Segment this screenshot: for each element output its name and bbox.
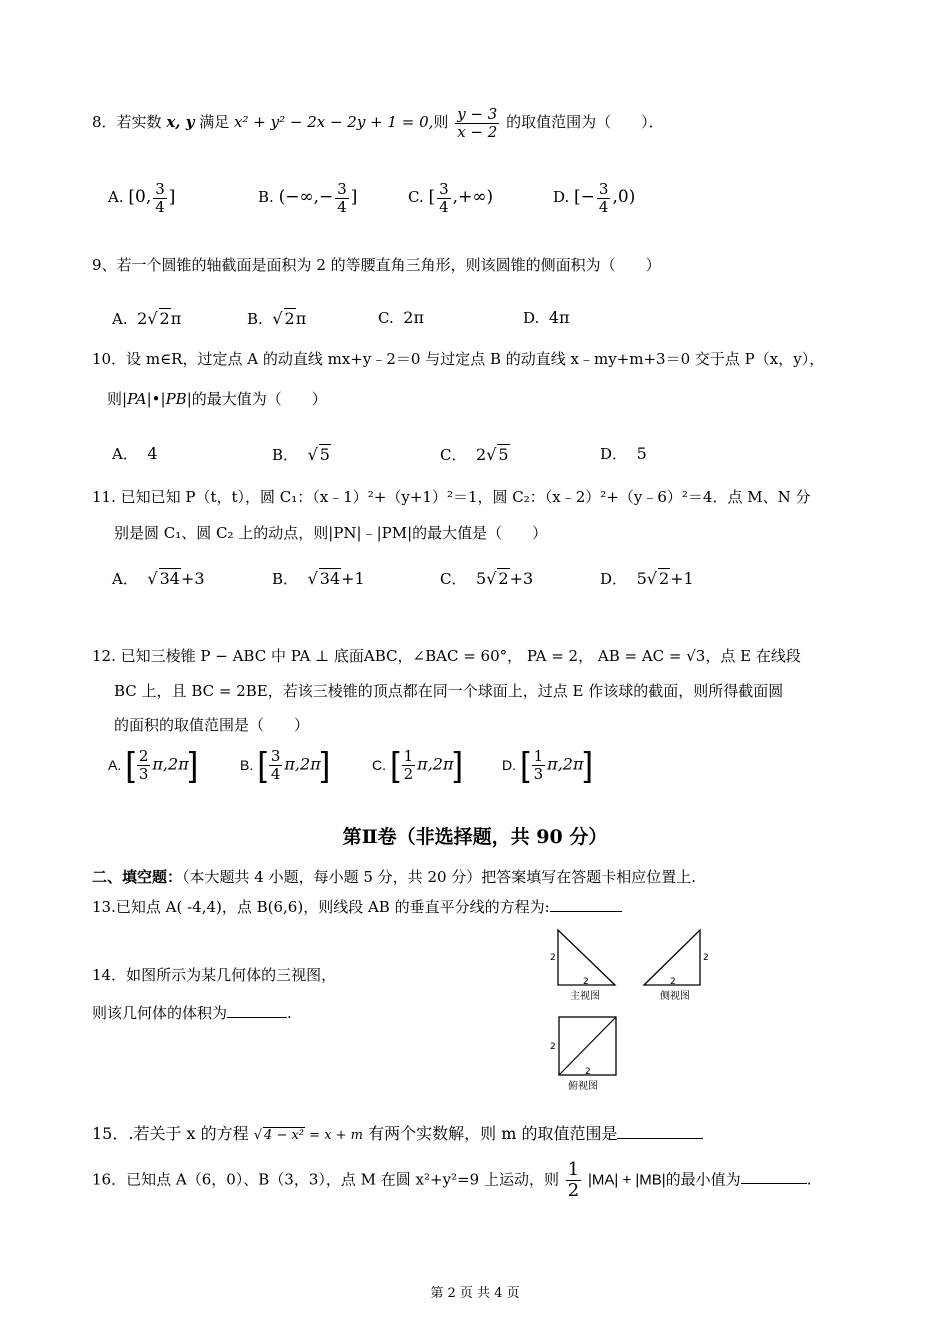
q12-option-1: A. [ $\frac{2}{3}$ π,2π] <box>108 746 199 784</box>
q9-option-2: B. √ 2π <box>247 309 307 328</box>
q16-answer-blank <box>741 1183 807 1184</box>
q9-option-3: C. 2π <box>378 308 424 327</box>
q14-answer-blank <box>227 1017 287 1018</box>
q8-line: 8．若实数 x, y 满足 x² + y² − 2x − 2y + 1 = 0,则 $\frac{y - 3}{x - 2}$ 的取值范围为（ ）． <box>92 105 664 141</box>
q9-option-4: D. 4π <box>523 308 570 327</box>
svg-text:2: 2 <box>550 1042 556 1052</box>
q10-line2: 则|PA|•|PB|的最大值为（ ） <box>107 390 327 408</box>
q9-text: 9、若一个圆锥的轴截面是面积为 2 的等腰直角三角形，则该圆锥的侧面积为（ ） <box>92 256 661 274</box>
page-footer: 第 2 页 共 4 页 <box>430 1286 520 1301</box>
q12-option-4: D. [ $\frac{1}{3}$ π,2π] <box>502 746 593 784</box>
q8-fraction: $\frac{y - 3}{x - 2}$ <box>457 105 498 141</box>
q13-answer-blank <box>550 911 622 912</box>
q14-line2: 则该几何体的体积为 . <box>92 1004 292 1022</box>
svg-text:侧视图: 侧视图 <box>660 991 690 1002</box>
q10-option-4: D． 5 <box>600 444 647 463</box>
q8-option-d: D. [− $\frac{3}{4}$ ,0) <box>553 180 636 216</box>
svg-text:2: 2 <box>585 1067 591 1077</box>
svg-text:2: 2 <box>583 977 589 987</box>
q10-option-2: B． √ 5 <box>272 445 330 464</box>
q12-line1: 12. 已知三棱锥 P − ABC 中 PA ⊥ 底面ABC，∠BAC = 60°， PA = 2， AB = AC = √3，点 E 在线段 <box>92 647 801 665</box>
section-title: 第Ⅱ卷（非选择题，共 90 分） <box>342 826 608 848</box>
side-view <box>644 930 709 1002</box>
q11-line1: 11. 已知已知 P（t，t），圆 C₁：（x﹣1）²+（y+1）²＝1，圆 C₂：（x﹣2）²+（y﹣6）²＝4．点 M、N 分 <box>92 488 811 506</box>
q10-option-1: A． 4 <box>112 444 158 463</box>
q14-line1: 14．如图所示为某几何体的三视图， <box>92 966 337 984</box>
front-view <box>550 930 615 1002</box>
q13-text: 13.已知点 A( -4,4)，点 B(6,6)，则线段 AB 的垂直平分线的方程为: <box>92 898 622 918</box>
q12-line2: BC 上，且 BC = 2BE，若该三棱锥的顶点都在同一个球面上，过点 E 作该球的截面，则所得截面圆 <box>114 682 784 700</box>
top-view <box>550 1017 616 1092</box>
q12-option-3: C. [ $\frac{1}{2}$ π,2π] <box>372 746 463 784</box>
q12-option-2: B. [ $\frac{3}{4}$ π,2π] <box>240 746 331 784</box>
q11-option-2: B． √ 34+1 <box>272 569 365 588</box>
q10-line1: 10．设 m∈R，过定点 A 的动直线 mx+y﹣2＝0 与过定点 B 的动直线 x﹣my+m+3＝0 交于点 P（x，y）， <box>92 350 825 368</box>
q15-text: 15．.若关于 x 的方程 √ 4 − x² = x + m 有两个实数解，则 m 的取值范围是 <box>92 1124 703 1145</box>
q11-option-3: C． 5√ 2+3 <box>440 569 534 588</box>
q8-option-b: B. (−∞,− $\frac{3}{4}$ ] <box>258 180 358 216</box>
svg-text:2: 2 <box>670 977 676 987</box>
q8-option-c: C. [ $\frac{3}{4}$ ,+∞) <box>408 180 494 216</box>
svg-text:主视图: 主视图 <box>570 991 600 1002</box>
q16-text: 16．已知点 A（6，0）、B（3，3），点 M 在圆 x²+y²=9 上运动，则 $\frac{1}{2}$ |MA| + |MB|的最小值为 . <box>92 1159 812 1201</box>
q8-option-a: A. [0, $\frac{3}{4}$ ] <box>108 180 176 216</box>
q9-option-1: A. 2√ 2π <box>112 309 182 328</box>
q12-line3: 的面积的取值范围是（ ） <box>114 716 310 734</box>
q16-fraction: $\frac{1}{2}$ <box>567 1159 580 1201</box>
q11-option-4: D． 5√ 2+1 <box>600 569 694 588</box>
svg-text:俯视图: 俯视图 <box>568 1081 598 1092</box>
svg-text:2: 2 <box>550 953 556 963</box>
three-view-figure <box>548 925 738 1097</box>
q11-line2: 别是圆 C₁、圆 C₂ 上的动点，则|PN|﹣|PM|的最大值是（ ） <box>114 524 548 542</box>
q10-option-3: C． 2√ 5 <box>440 445 509 464</box>
q15-answer-blank <box>617 1138 703 1139</box>
fill-header: 二、填空题：（本大题共 4 小题，每小题 5 分，共 20 分）把答案填写在答题卡相应位置上. <box>92 868 697 886</box>
svg-text:2: 2 <box>703 953 709 963</box>
q11-option-1: A． √ 34+3 <box>112 569 205 588</box>
